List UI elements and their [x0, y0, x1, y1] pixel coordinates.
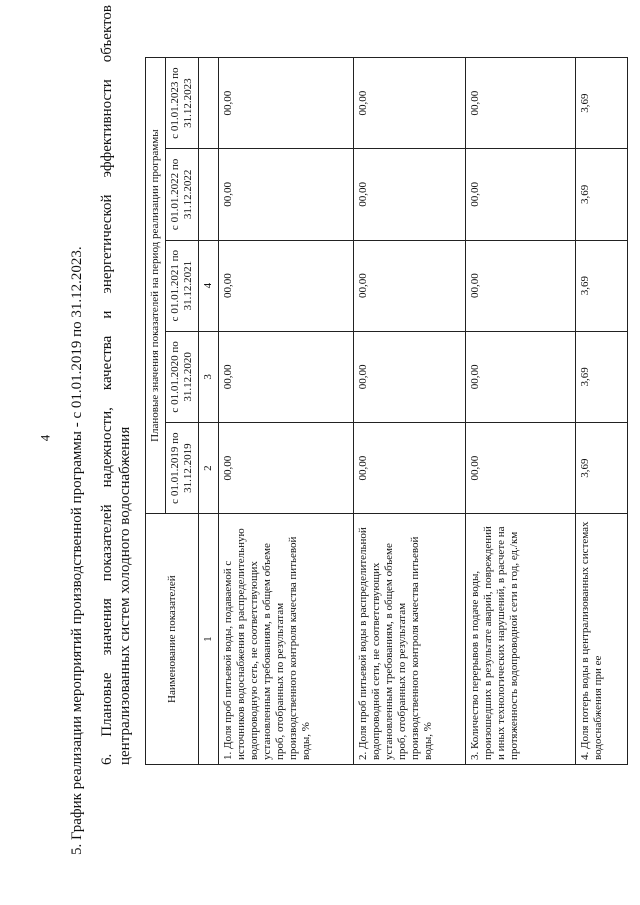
column-index	[199, 149, 219, 240]
indicators-table	[145, 57, 628, 765]
column-index	[199, 58, 219, 149]
indicator-value: 00,00	[354, 331, 466, 422]
indicator-value: 3,69	[576, 423, 628, 514]
column-index: 2	[199, 423, 219, 514]
indicator-value: 00,00	[219, 423, 354, 514]
indicator-value: 00,00	[466, 331, 576, 422]
indicator-value: 3,69	[576, 58, 628, 149]
group-header: Плановые значения показателей на период реализации программы	[146, 58, 166, 514]
indicator-value: 00,00	[466, 240, 576, 331]
indicator-name: 3. Количество перерывов в подаче воды, произошедших в результате аварий, повреждений и иных технологических нарушений, в расчете на протяженность водопроводной сети в год, ед./км	[466, 514, 576, 765]
page-number: 4	[37, 434, 53, 442]
indicator-value: 00,00	[219, 149, 354, 240]
table-row	[354, 58, 466, 765]
indicator-value: 3,69	[576, 240, 628, 331]
period-header: с 01.01.2021 по 31.12.2021	[166, 240, 199, 331]
indicator-value: 3,69	[576, 149, 628, 240]
column-index-row	[199, 58, 219, 765]
indicator-value: 00,00	[219, 331, 354, 422]
indicator-value: 00,00	[219, 58, 354, 149]
indicator-value: 00,00	[354, 423, 466, 514]
column-index: 3	[199, 331, 219, 422]
indicator-value: 00,00	[466, 149, 576, 240]
table-row	[576, 58, 628, 765]
section-5-heading: 5. График реализации мероприятий производственной программы - с 01.01.2019 по 31.12.2023.	[69, 246, 85, 855]
indicator-name: 2. Доля проб питьевой воды в распределительной водопроводной сети, не соответствующих установленным требованиям, в общем объеме проб, отобранных по результатам производственного контроля качества питьевой воды, %	[354, 514, 466, 765]
column-index: 1	[199, 514, 219, 765]
name-column-header: Наименование показателей	[146, 514, 199, 765]
indicator-value: 3,69	[576, 331, 628, 422]
indicator-value: 00,00	[219, 240, 354, 331]
period-header: с 01.01.2020 по 31.12.2020	[166, 331, 199, 422]
indicator-name: 1. Доля проб питьевой воды, подаваемой с источников водоснабжения в распределительную водопроводную сеть, не соответствующих установленным требованиям, в общем объеме проб, отобранных по результатам производственного контроля качества питьевой воды, %	[219, 514, 354, 765]
indicator-value: 00,00	[354, 149, 466, 240]
period-header: с 01.01.2022 по 31.12.2022	[166, 149, 199, 240]
indicator-value: 00,00	[466, 423, 576, 514]
indicator-value: 00,00	[354, 58, 466, 149]
period-header: с 01.01.2023 по 31.12.2023	[166, 58, 199, 149]
column-index: 4	[199, 240, 219, 331]
period-header: с 01.01.2019 по 31.12.2019	[166, 423, 199, 514]
table-row	[219, 58, 354, 765]
indicator-value: 00,00	[354, 240, 466, 331]
section-6-heading: 6. Плановые значения показателей надежности, качества и энергетической эффективности объектов централизованных систем холодного водоснабжения	[99, 5, 133, 765]
table-header-row	[146, 58, 166, 765]
indicator-name: 4. Доля потерь воды в централизованных системах водоснабжения при ее	[576, 514, 628, 765]
indicator-value: 00,00	[466, 58, 576, 149]
table-row	[466, 58, 576, 765]
